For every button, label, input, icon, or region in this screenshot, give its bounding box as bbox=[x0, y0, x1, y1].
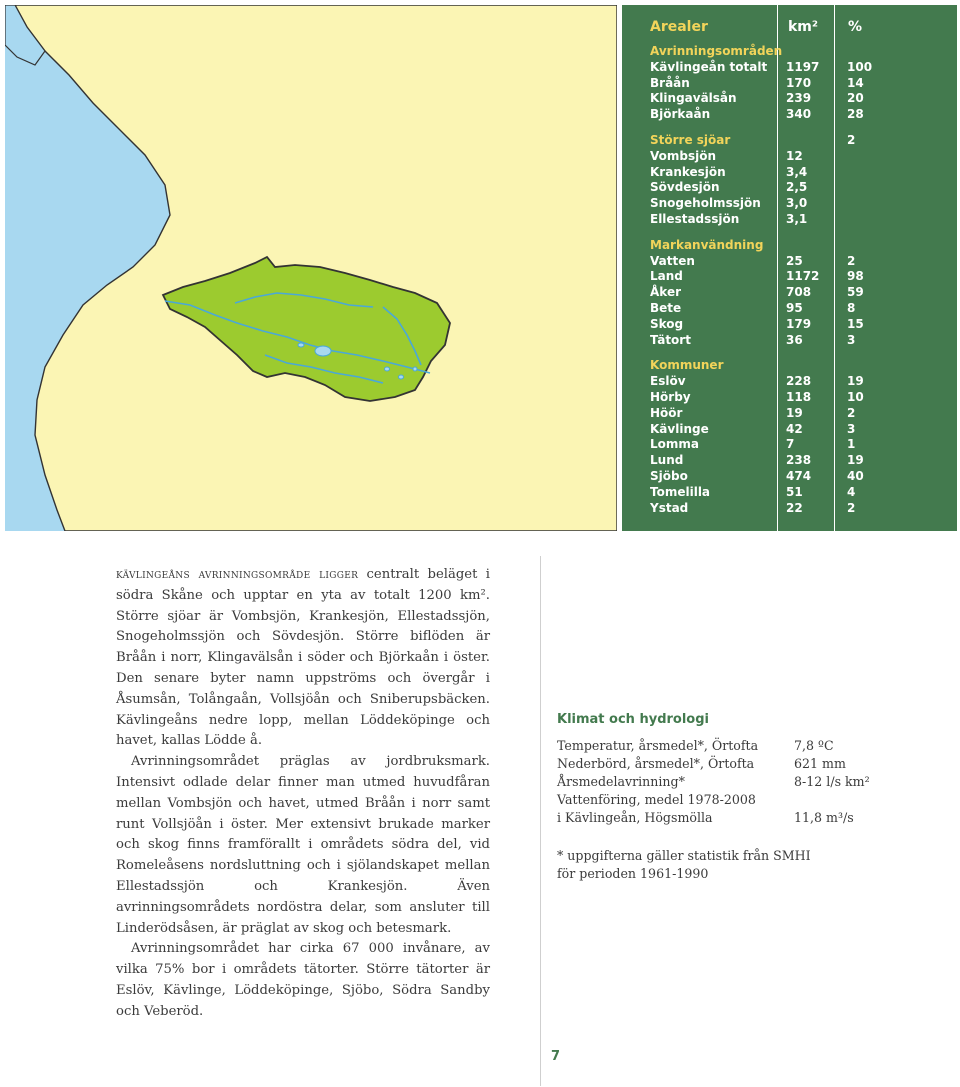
stats-section-title: Avrinningsområden bbox=[650, 44, 783, 58]
stats-row-pct: 10 bbox=[847, 390, 864, 404]
stats-row-pct: 59 bbox=[847, 285, 864, 300]
climate-label: Temperatur, årsmedel*, Örtofta bbox=[557, 738, 759, 753]
paragraph: Avrinningsområdet präglas av jordbruksmark. Intensivt odlade delar finner man utmed huvudfåran mellan Vombsjön och havet, utmed Bråån i norr samt runt Vollsjöån i öster. Mer extensivt brukade marker och skog finns framförallt i områdets södra del, vid Romeleåsens nordsluttning och i sjölandskapet mellan Ellestadssjön och Krankesjön. Även avrinningsområdets nordöstra delar, som ansluter till Linderödsåsen, är präglat av skog och betesmark. bbox=[116, 754, 490, 936]
stats-row-km: 179 bbox=[786, 316, 812, 331]
body-text bbox=[116, 565, 490, 1023]
stats-row-label: Höör bbox=[650, 405, 683, 420]
stats-row-km: 239 bbox=[786, 91, 812, 106]
stats-row-pct: 40 bbox=[847, 469, 864, 483]
climate-label: Årsmedelavrinning* bbox=[557, 774, 685, 789]
stats-row-label: Sjöbo bbox=[650, 469, 688, 483]
page-number-box bbox=[540, 1036, 570, 1081]
stats-section-title: Större sjöar bbox=[650, 133, 731, 147]
stats-row-km: 1197 bbox=[786, 59, 820, 74]
stats-row-pct: 14 bbox=[847, 75, 864, 90]
stats-row-label: Tomelilla bbox=[650, 484, 711, 499]
stats-section-pct: 2 bbox=[847, 133, 856, 147]
climate-value: 11,8 m³/s bbox=[794, 810, 854, 825]
stats-row-pct: 15 bbox=[847, 316, 864, 331]
stats-row-pct: 2 bbox=[847, 253, 856, 268]
stats-row-km: 3,4 bbox=[786, 164, 808, 179]
climate-row bbox=[557, 791, 887, 809]
stats-header-km: km² bbox=[788, 19, 819, 35]
climate-label: i Kävlingeån, Högsmölla bbox=[557, 810, 713, 825]
stats-row-label: Skog bbox=[650, 316, 684, 331]
stats-row-km: 51 bbox=[786, 484, 803, 499]
stats-row-km: 170 bbox=[786, 75, 812, 90]
stats-row-km: 118 bbox=[786, 390, 812, 404]
stats-row-label: Åker bbox=[650, 285, 682, 300]
stats-row-km: 474 bbox=[786, 469, 812, 483]
column-divider bbox=[777, 5, 778, 531]
paragraph bbox=[116, 565, 490, 752]
paragraph-text: centralt beläget i södra Skåne och upptar en yta av totalt 1200 km². Större sjöar är Vombsjön, Krankesjön, Ellestadssjön, Snogeholmssjön och Sövdesjön. Större biflöden är Bråån i norr, Klingavälsån i söder och Björkaån i öster. Den senare byter namn uppströms och övergår i Åsumsån, Tolångaån, Vollsjöån och Sniberupsbäcken. Kävlingeåns nedre lopp, mellan Löddeköpinge och havet, kallas Lödde å. bbox=[116, 567, 490, 749]
stats-row-pct: 19 bbox=[847, 374, 864, 389]
stats-row-label: Björkaån bbox=[650, 107, 711, 122]
climate-label: Nederbörd, årsmedel*, Örtofta bbox=[557, 756, 755, 771]
stats-header-label: Arealer bbox=[650, 19, 708, 35]
stats-row-pct: 4 bbox=[847, 484, 856, 499]
stats-row-km: 19 bbox=[786, 405, 803, 420]
stats-row-km: 2,5 bbox=[786, 180, 808, 195]
stats-row-label: Vatten bbox=[650, 253, 695, 268]
stats-row-label: Klingavälsån bbox=[650, 91, 737, 106]
stats-section-title: Markanvändning bbox=[650, 237, 764, 252]
stats-row-pct: 100 bbox=[847, 59, 873, 74]
lead-in: kävlingeåns avrinningsområde ligger bbox=[116, 567, 359, 582]
column-divider bbox=[834, 5, 835, 531]
stats-row-km: 25 bbox=[786, 253, 803, 268]
stats-row-km: 340 bbox=[786, 107, 812, 122]
stats-row-label: Eslöv bbox=[650, 374, 686, 389]
stats-row-label: Snogeholmssjön bbox=[650, 196, 761, 211]
stats-row-pct: 20 bbox=[847, 91, 864, 106]
column-rule bbox=[540, 556, 541, 1086]
area-stats-panel bbox=[622, 5, 957, 531]
stats-row-km: 238 bbox=[786, 453, 812, 468]
stats-row-pct: 1 bbox=[847, 437, 856, 452]
climate-hydrology-box bbox=[557, 712, 887, 827]
stats-row-label: Lomma bbox=[650, 437, 699, 452]
stats-row-pct: 2 bbox=[847, 500, 856, 515]
stats-row-label: Kävlingeån totalt bbox=[650, 59, 768, 74]
climate-title: Klimat och hydrologi bbox=[557, 712, 709, 727]
stats-row-km: 12 bbox=[786, 148, 803, 163]
stats-row-label: Vombsjön bbox=[650, 148, 717, 163]
stats-row-label: Lund bbox=[650, 453, 684, 468]
stats-row-pct: 19 bbox=[847, 453, 864, 468]
climate-footnote bbox=[557, 847, 857, 883]
stats-row-km: 36 bbox=[786, 332, 803, 347]
stats-section-title: Kommuner bbox=[650, 358, 724, 373]
stats-row-label: Bråån bbox=[650, 75, 690, 90]
climate-rows bbox=[557, 737, 887, 827]
stats-row-label: Ellestadssjön bbox=[650, 212, 740, 226]
climate-label: Vattenföring, medel 1978-2008 bbox=[557, 792, 756, 807]
stats-row-pct: 2 bbox=[847, 405, 856, 420]
climate-row bbox=[557, 773, 887, 791]
stats-row-label: Kävlinge bbox=[650, 421, 709, 436]
stats-row-km: 3,1 bbox=[786, 212, 808, 226]
stats-row-pct: 28 bbox=[847, 107, 864, 122]
stats-row-label: Hörby bbox=[650, 390, 691, 404]
climate-value: 621 mm bbox=[794, 756, 846, 771]
page-number: 7 bbox=[551, 1049, 561, 1064]
climate-row bbox=[557, 737, 887, 755]
stats-row-label: Tätort bbox=[650, 332, 691, 347]
stats-row-pct: 98 bbox=[847, 269, 864, 284]
stats-row-km: 1172 bbox=[786, 269, 820, 284]
stats-row-km: 228 bbox=[786, 374, 812, 389]
stats-row-pct: 3 bbox=[847, 332, 856, 347]
climate-value: 7,8 ºC bbox=[794, 738, 834, 753]
stats-row-km: 3,0 bbox=[786, 196, 808, 211]
climate-row bbox=[557, 755, 887, 773]
stats-row-km: 7 bbox=[786, 437, 795, 452]
stats-header-pct: % bbox=[848, 19, 863, 35]
stats-row-pct: 8 bbox=[847, 301, 856, 315]
climate-row bbox=[557, 809, 887, 827]
paragraph: Avrinningsområdet har cirka 67 000 invånare, av vilka 75% bor i områdets tätorter. Större tätorter är Eslöv, Kävlinge, Löddeköpinge, Sjöbo, Södra Sandby och Veberöd. bbox=[116, 941, 490, 1019]
stats-row-km: 42 bbox=[786, 421, 803, 436]
stats-row-label: Ystad bbox=[650, 500, 689, 515]
stats-row-km: 22 bbox=[786, 500, 803, 515]
catchment-map bbox=[5, 5, 617, 531]
climate-value: 8-12 l/s km² bbox=[794, 774, 870, 789]
stats-row-label: Bete bbox=[650, 301, 682, 315]
stats-row-label: Krankesjön bbox=[650, 164, 726, 179]
stats-row-km: 708 bbox=[786, 285, 812, 300]
footnote-line: * uppgifterna gäller statistik från SMHI bbox=[557, 848, 811, 863]
stats-row-km: 95 bbox=[786, 301, 803, 315]
stats-row-label: Land bbox=[650, 269, 683, 284]
stats-row-pct: 3 bbox=[847, 421, 856, 436]
stats-row-label: Sövdesjön bbox=[650, 180, 720, 195]
footnote-line: för perioden 1961-1990 bbox=[557, 866, 709, 881]
